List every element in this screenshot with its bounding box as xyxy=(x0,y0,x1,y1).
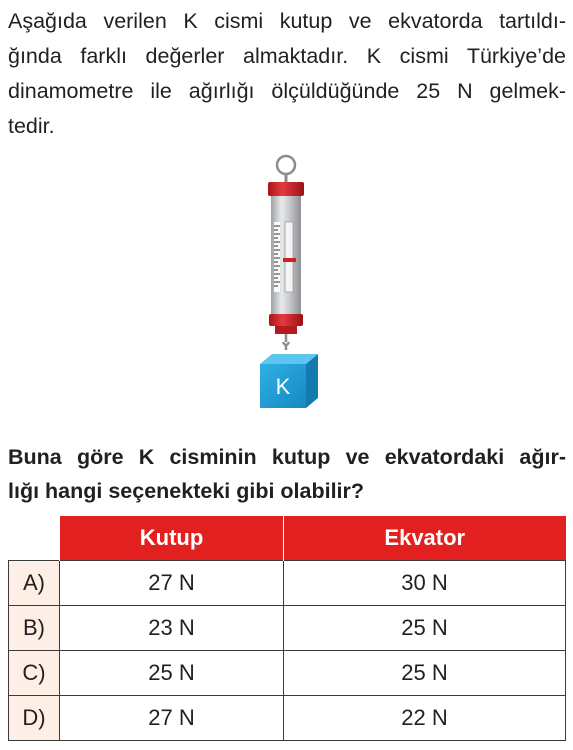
intro-paragraph xyxy=(8,4,566,144)
question-line: Buna göre K cisminin kutup ve ekvatordaki ağır- xyxy=(8,445,566,469)
answer-table xyxy=(8,516,566,741)
table-row[interactable] xyxy=(9,561,566,606)
indicator-mark xyxy=(283,258,296,262)
table-row[interactable] xyxy=(9,696,566,741)
option-letter[interactable]: B) xyxy=(9,606,60,651)
kutup-value: 27 N xyxy=(60,561,284,606)
table-header-row xyxy=(9,516,566,561)
header-kutup: Kutup xyxy=(60,516,284,561)
ekvator-value: 25 N xyxy=(284,606,566,651)
dynamometer-illustration xyxy=(252,152,332,414)
question-line: lığı hangi seçenekteki gibi olabilir? xyxy=(8,479,365,503)
kutup-value: 27 N xyxy=(60,696,284,741)
question-text xyxy=(8,440,566,508)
ekvator-value: 25 N xyxy=(284,651,566,696)
intro-line: Aşağıda verilen K cismi kutup ve ekvatorda tartıldı- xyxy=(8,9,566,33)
intro-line: dinamometre ile ağırlığı ölçüldüğünde 25 N gelmek- xyxy=(8,79,566,103)
hook-icon xyxy=(283,334,289,350)
intro-line: ğında farklı değerler almaktadır. K cismi Türkiye’de xyxy=(8,44,566,68)
option-letter[interactable]: A) xyxy=(9,561,60,606)
option-letter[interactable]: D) xyxy=(9,696,60,741)
table-row[interactable] xyxy=(9,651,566,696)
option-letter[interactable]: C) xyxy=(9,651,60,696)
dynamometer-figure xyxy=(252,152,332,414)
top-cap xyxy=(268,182,304,196)
block-label: K xyxy=(275,374,291,399)
kutup-value: 23 N xyxy=(60,606,284,651)
intro-line: tedir. xyxy=(8,114,55,138)
table-corner xyxy=(9,516,60,561)
table-row[interactable] xyxy=(9,606,566,651)
kutup-value: 25 N xyxy=(60,651,284,696)
header-ekvator: Ekvator xyxy=(284,516,566,561)
ekvator-value: 30 N xyxy=(284,561,566,606)
ekvator-value: 22 N xyxy=(284,696,566,741)
top-ring-icon xyxy=(277,156,295,174)
